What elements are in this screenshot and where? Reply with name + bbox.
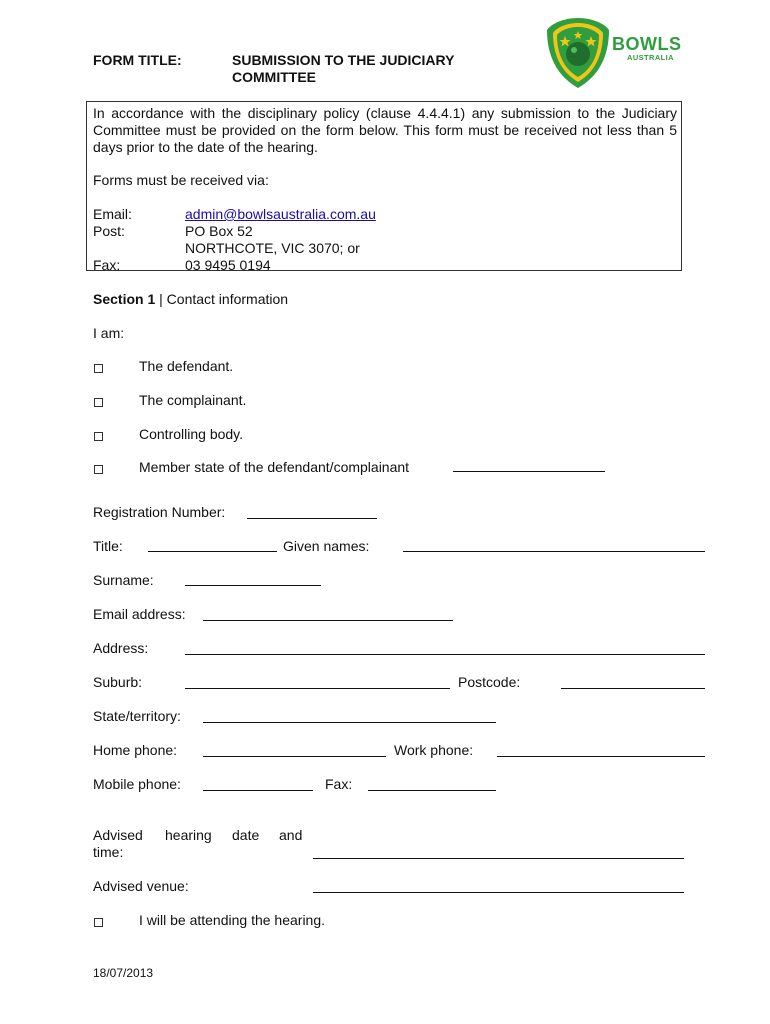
address-input-line[interactable] bbox=[185, 654, 705, 655]
i-am-label: I am: bbox=[93, 325, 125, 341]
given-names-input-line[interactable] bbox=[403, 551, 705, 552]
suburb-label: Suburb: bbox=[93, 674, 143, 690]
advised-hearing-word-1: Advised bbox=[93, 827, 143, 843]
section-1-heading bbox=[93, 291, 288, 308]
address-label: Address: bbox=[93, 640, 149, 656]
email-address-input-line[interactable] bbox=[203, 620, 453, 621]
member-state-checkbox[interactable] bbox=[94, 465, 103, 474]
fax-number: 03 9495 0194 bbox=[185, 257, 271, 273]
title-input-line[interactable] bbox=[148, 551, 277, 552]
postcode-label: Postcode: bbox=[458, 674, 521, 690]
registration-number-label: Registration Number: bbox=[93, 504, 226, 520]
footer-date: 18/07/2013 bbox=[93, 966, 154, 980]
member-state-option-label: Member state of the defendant/complainant bbox=[139, 459, 410, 475]
registration-number-input-line[interactable] bbox=[247, 518, 377, 519]
surname-label: Surname: bbox=[93, 572, 154, 588]
mobile-phone-label: Mobile phone: bbox=[93, 776, 181, 792]
work-phone-input-line[interactable] bbox=[497, 756, 705, 757]
post-label: Post: bbox=[93, 223, 125, 239]
controlling-body-option-label: Controlling body. bbox=[139, 426, 244, 442]
member-state-input-line[interactable] bbox=[453, 471, 605, 472]
work-phone-label: Work phone: bbox=[394, 742, 474, 758]
defendant-option-label: The defendant. bbox=[139, 358, 234, 374]
controlling-body-checkbox[interactable] bbox=[94, 432, 103, 441]
state-territory-label: State/territory: bbox=[93, 708, 181, 724]
hearing-date-time-input-line[interactable] bbox=[313, 858, 684, 859]
logo-text: BOWLS bbox=[612, 34, 682, 54]
advised-hearing-word-3: date bbox=[232, 827, 260, 843]
email-label: Email: bbox=[93, 206, 132, 222]
complainant-option-label: The complainant. bbox=[139, 392, 247, 408]
state-territory-input-line[interactable] bbox=[203, 722, 496, 723]
title-label: Title: bbox=[93, 538, 123, 554]
postcode-input-line[interactable] bbox=[561, 688, 705, 689]
complainant-checkbox[interactable] bbox=[94, 398, 103, 407]
form-title: SUBMISSION TO THE JUDICIARY COMMITTEE bbox=[232, 52, 455, 85]
attending-label: I will be attending the hearing. bbox=[139, 912, 326, 928]
via-heading: Forms must be received via: bbox=[93, 172, 269, 188]
advised-hearing-word-2: hearing bbox=[165, 827, 212, 843]
section-1-title: | Contact information bbox=[155, 291, 289, 307]
mobile-phone-input-line[interactable] bbox=[203, 790, 313, 791]
attending-checkbox[interactable] bbox=[94, 918, 103, 927]
fax-input-line[interactable] bbox=[368, 790, 496, 791]
advised-venue-label: Advised venue: bbox=[93, 878, 189, 894]
advised-hearing-word-4: and bbox=[279, 827, 303, 843]
fax-field-label: Fax: bbox=[325, 776, 353, 792]
intro-paragraph: In accordance with the disciplinary policy (clause 4.4.4.1) any submission to the Judiciary Committee must be provided on the form below. This form must be received not less than 5 days prior to the date of the hearing. bbox=[93, 105, 677, 155]
suburb-input-line[interactable] bbox=[185, 688, 450, 689]
advised-hearing-time-label: time: bbox=[93, 844, 124, 860]
fax-label: Fax: bbox=[93, 257, 121, 273]
surname-input-line[interactable] bbox=[185, 585, 321, 586]
post-line-2: NORTHCOTE, VIC 3070; or bbox=[185, 240, 360, 256]
form-title-label: FORM TITLE: bbox=[93, 52, 182, 68]
given-names-label: Given names: bbox=[283, 538, 370, 554]
email-link[interactable]: admin@bowlsaustralia.com.au bbox=[185, 206, 376, 222]
bowls-australia-logo bbox=[543, 16, 693, 90]
section-1-number: Section 1 bbox=[93, 291, 156, 307]
advised-venue-input-line[interactable] bbox=[313, 892, 684, 893]
post-line-1: PO Box 52 bbox=[185, 223, 253, 239]
home-phone-input-line[interactable] bbox=[203, 756, 386, 757]
instructions-box bbox=[86, 101, 682, 271]
logo-subtext: AUSTRALIA bbox=[627, 53, 674, 62]
bowls-shield-icon bbox=[543, 16, 613, 90]
defendant-checkbox[interactable] bbox=[94, 364, 103, 373]
home-phone-label: Home phone: bbox=[93, 742, 178, 758]
email-address-label: Email address: bbox=[93, 606, 186, 622]
